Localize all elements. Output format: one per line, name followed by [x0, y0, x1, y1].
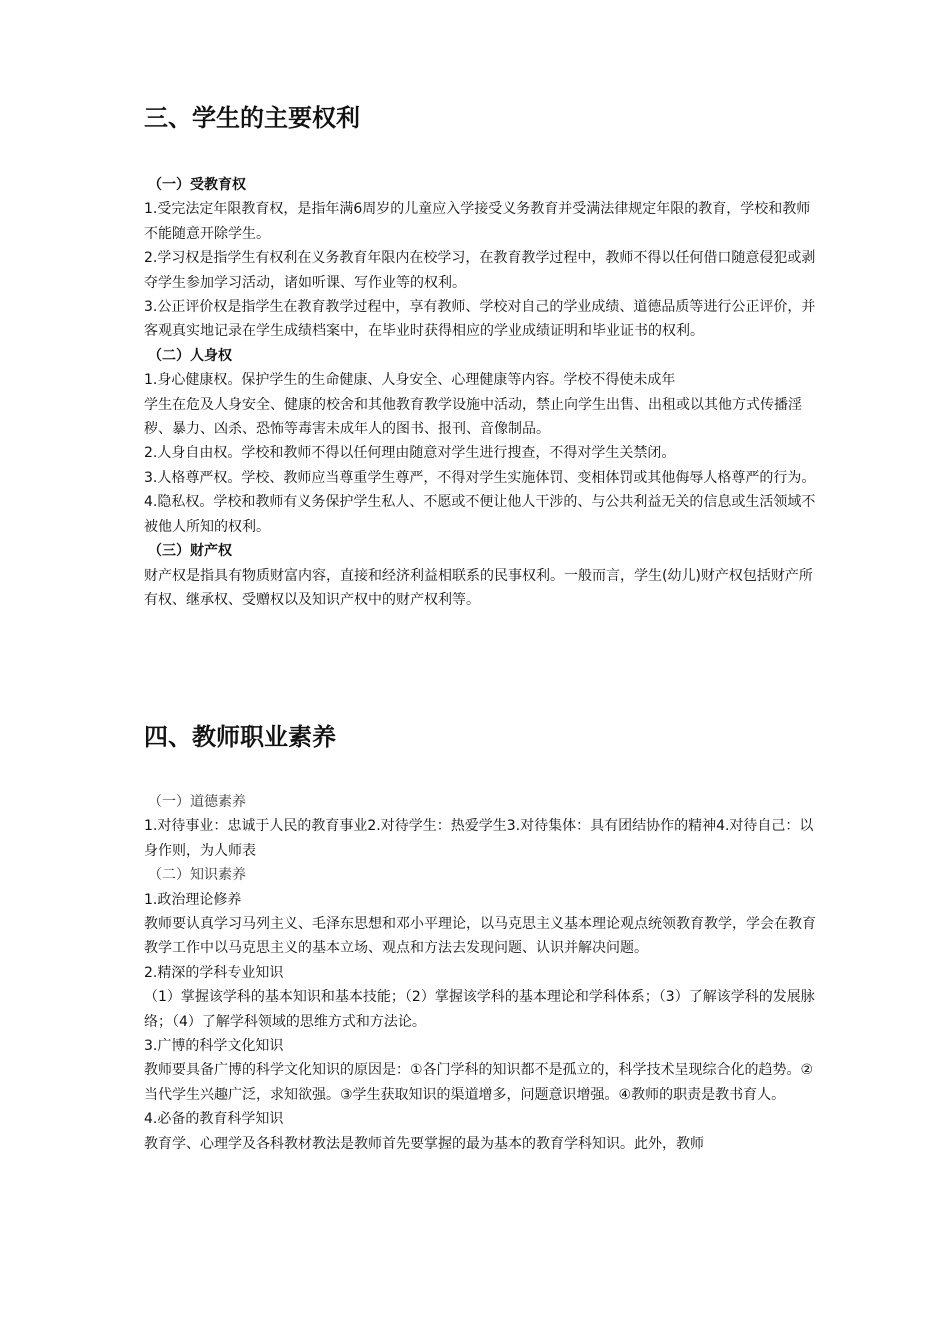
subheading-moral: （一）道德素养	[148, 794, 246, 810]
item-heading: 4.必备的教育科学知识	[144, 1111, 284, 1128]
paragraph: 3.公正评价权是指学生在教育教学过程中，享有教师、学校对自己的学业成绩、道德品质等进行公正评价，并客观真实地记录在学生成绩档案中，在毕业时获得相应的学业成绩证明和毕业证书的权利。	[144, 299, 816, 340]
section-4-title: 四、教师职业素养	[144, 723, 336, 751]
item-heading: 3.广博的科学文化知识	[144, 1038, 284, 1055]
item-heading: 2.精深的学科专业知识	[144, 964, 284, 981]
paragraph: 4.隐私权。学校和教师有义务保护学生私人、不愿或不便让他人干涉的、与公共利益无关的信息或生活领域不被他人所知的权利。	[144, 494, 816, 535]
section-4-body	[144, 790, 824, 1156]
section-3-body	[144, 173, 824, 612]
subheading-property-right: （三）财产权	[148, 543, 232, 560]
section-3-title: 三、学生的主要权利	[144, 104, 360, 132]
paragraph: 3.人格尊严权。学校、教师应当尊重学生尊严，不得对学生实施体罚、变相体罚或其他侮辱人格尊严的行为。	[144, 469, 816, 486]
paragraph: 教师要具备广博的科学文化知识的原因是：①各门学科的知识都不是孤立的，科学技术呈现综合化的趋势。②当代学生兴趣广泛，求知欲强。③学生获取知识的渠道增多，问题意识增强。④教师的职责是教书育人。	[144, 1062, 814, 1103]
paragraph: 1.对待事业：忠诚于人民的教育事业2.对待学生：热爱学生3.对待集体：具有团结协作的精神4.对待自己：以身作则，为人师表	[144, 818, 814, 859]
subheading-education-right: （一）受教育权	[148, 177, 246, 193]
paragraph: 2.人身自由权。学校和教师不得以任何理由随意对学生进行搜查，不得对学生关禁闭。	[144, 445, 676, 462]
paragraph: 1.受完法定年限教育权，是指年满6周岁的儿童应入学接受义务教育并受满法律规定年限的教育，学校和教师不能随意开除学生。	[144, 201, 811, 242]
item-heading: 1.政治理论修养	[144, 891, 242, 908]
paragraph: 1.身心健康权。保护学生的生命健康、人身安全、心理健康等内容。学校不得使未成年	[144, 372, 676, 389]
paragraph: 学生在危及人身安全、健康的校舍和其他教育教学设施中活动，禁止向学生出售、出租或以其他方式传播淫秽、暴力、凶杀、恐怖等毒害未成年人的图书、报刊、音像制品。	[144, 396, 802, 438]
subheading-personal-right: （二）人身权	[148, 347, 232, 364]
paragraph: （1）掌握该学科的基本知识和基本技能；（2）掌握该学科的基本理论和学科体系；（3）了解该学科的发展脉络；（4）了解学科领域的思维方式和方法论。	[144, 989, 815, 1030]
paragraph: 财产权是指具有物质财富内容，直接和经济利益相联系的民事权利。一般而言，学生(幼儿)财产权包括财产所有权、继承权、受赠权以及知识产权中的财产权利等。	[144, 567, 813, 608]
paragraph: 教育学、心理学及各科教材教法是教师首先要掌握的最为基本的教育学科知识。此外，教师	[144, 1135, 704, 1152]
paragraph: 2.学习权是指学生有权利在义务教育年限内在校学习，在教育教学过程中，教师不得以任何借口随意侵犯或剥夺学生参加学习活动，诸如听课、写作业等的权利。	[144, 250, 816, 291]
paragraph: 教师要认真学习马列主义、毛泽东思想和邓小平理论，以马克思主义基本理论观点统领教育教学，学会在教育教学工作中以马克思主义的基本立场、观点和方法去发现问题、认识并解决问题。	[144, 916, 816, 957]
subheading-knowledge: （二）知识素养	[148, 867, 246, 884]
